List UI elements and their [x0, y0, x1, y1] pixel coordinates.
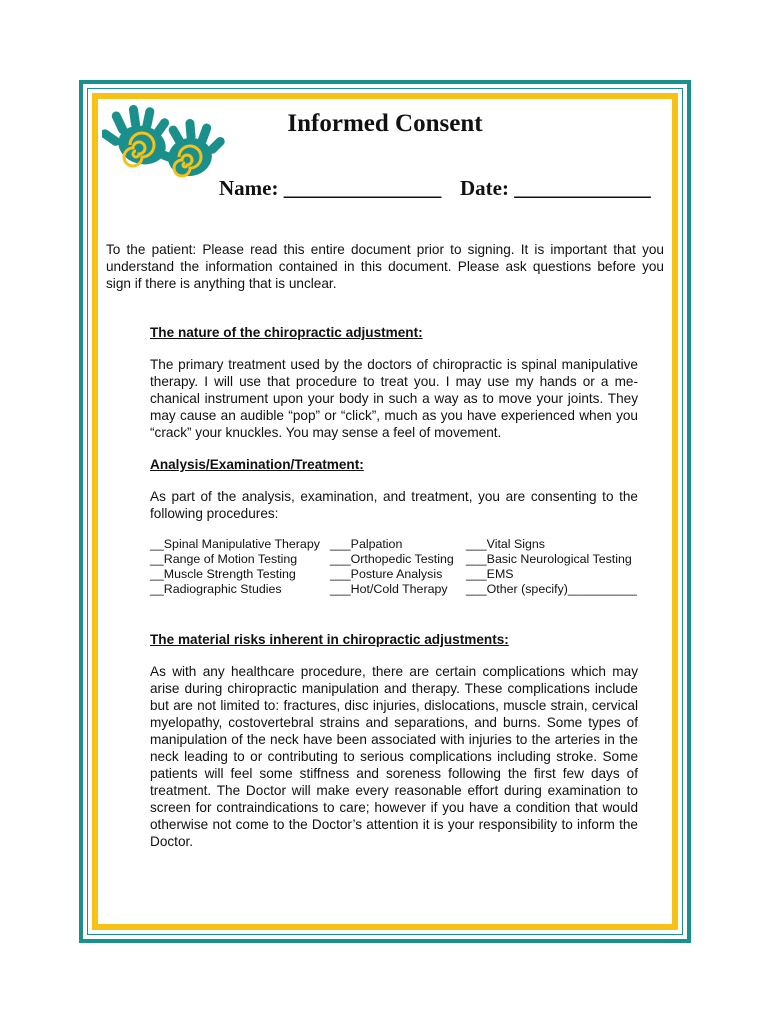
document-title: Informed Consent [287, 110, 483, 137]
risks-heading: The material risks inherent in chiropractic adjustments: [150, 632, 509, 647]
procedure-item[interactable]: ___Other (specify)__________ [466, 582, 637, 596]
procedure-item[interactable]: ___Hot/Cold Therapy [330, 582, 448, 596]
procedures-column-1 [150, 537, 320, 597]
procedure-item[interactable]: __Spinal Manipulative Therapy [150, 537, 320, 551]
nature-heading: The nature of the chiropractic adjustment: [150, 325, 423, 340]
nature-paragraph: The primary treatment used by the doctors of chiropractic is spinal manipulative therapy. I will use that procedure to treat you. I may use my hands or a mechanical instrument upon your body in such a way as to move your joints. They may cause an audible “pop” or “click”, much as you have experienced when you “crack” your knuckles. You may sense a feel of movement. [150, 357, 638, 440]
procedure-item[interactable]: ___Basic Neurological Testing [466, 552, 632, 566]
right-hand-icon [158, 119, 226, 180]
procedures-column-3 [466, 537, 637, 597]
two-spiral-hands-logo-icon [102, 105, 230, 183]
procedures-column-2 [330, 537, 454, 597]
name-field[interactable]: Name: _______________ [219, 176, 442, 200]
procedure-item[interactable]: __Radiographic Studies [150, 582, 282, 596]
procedure-item[interactable]: ___Palpation [330, 537, 403, 551]
analysis-heading: Analysis/Examination/Treatment: [150, 457, 364, 472]
risks-section [150, 631, 638, 850]
analysis-paragraph: As part of the analysis, examination, and treatment, you are consenting to the following procedures: [150, 489, 638, 521]
procedure-item[interactable]: ___Posture Analysis [330, 567, 443, 581]
procedure-item[interactable]: ___Orthopedic Testing [330, 552, 454, 566]
procedure-item[interactable]: __Range of Motion Testing [150, 552, 298, 566]
date-field[interactable]: Date: _____________ [460, 176, 651, 200]
left-hand-icon [102, 105, 171, 170]
procedure-item[interactable]: __Muscle Strength Testing [150, 567, 296, 581]
procedure-item[interactable]: ___Vital Signs [466, 537, 545, 551]
intro-paragraph: To the patient: Please read this entire document prior to signing. It is important that you understand the information contained in this document. Please ask questions before you sign if there is anything that is unclear. [106, 242, 664, 291]
risks-paragraph: As with any healthcare procedure, there are certain complications which may arise during chiropractic manipulation and therapy. These complications include but are not limited to: fractures, disc injuries, dislocations, muscle strain, cervical myelopathy, costovertebral strains and separations, and burns. Some types of manipulation of the neck have been associated with injuries to the arteries in the neck leading to or contributing to serious complications including stroke. Some patients will feel some stiffness and soreness following the first few days of treatment. The Doctor will make every reasonable effort during examination to screen for contraindications to care; however if you have a condition that would otherwise not come to the Doctor’s attention it is your responsibility to inform the Doctor. [150, 664, 638, 849]
procedure-item[interactable]: ___EMS [466, 567, 514, 581]
nature-section [150, 324, 638, 522]
